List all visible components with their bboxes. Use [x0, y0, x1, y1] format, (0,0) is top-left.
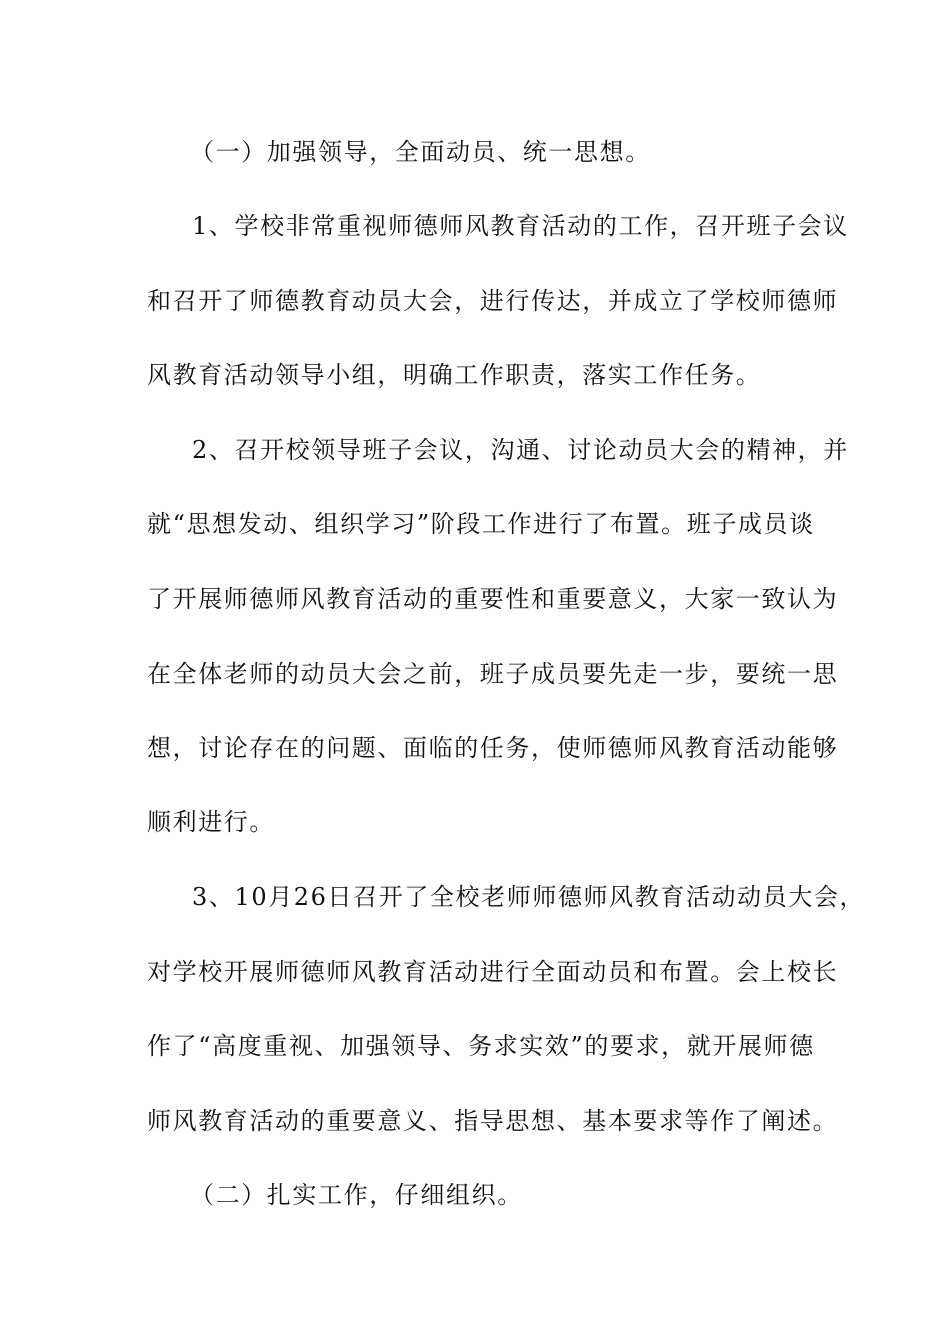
section-heading-2: （二）扎实工作，仔细组织。 [190, 1181, 523, 1209]
paragraph-1-line-3: 风教育活动领导小组，明确工作职责，落实工作任务。 [147, 361, 762, 389]
paragraph-3-line-1: 3、10月26日召开了全校老师师德师风教育活动动员大会， [192, 883, 866, 911]
paragraph-1-line-2: 和召开了师德教育动员大会，进行传达，并成立了学校师德师 [147, 287, 839, 315]
paragraph-2-line-6: 顺利进行。 [147, 808, 275, 836]
paragraph-3-line-2: 对学校开展师德师风教育活动进行全面动员和布置。会上校长 [147, 958, 839, 986]
paragraph-2-line-3: 了开展师德师风教育活动的重要性和重要意义，大家一致认为 [147, 585, 839, 613]
paragraph-3-line-3: 作了“高度重视、加强领导、务求实效”的要求，就开展师德 [147, 1032, 815, 1060]
paragraph-2-line-5: 想，讨论存在的问题、面临的任务，使师德师风教育活动能够 [147, 734, 839, 762]
paragraph-2-line-4: 在全体老师的动员大会之前，班子成员要先走一步，要统一思 [147, 660, 839, 688]
section-heading-1: （一）加强领导，全面动员、统一思想。 [190, 138, 651, 166]
paragraph-2-line-1: 2、召开校领导班子会议，沟通、讨论动员大会的精神，并 [192, 436, 849, 464]
paragraph-3-line-4: 师风教育活动的重要意义、指导思想、基本要求等作了阐述。 [147, 1107, 839, 1135]
paragraph-1-line-1: 1、学校非常重视师德师风教育活动的工作，召开班子会议 [192, 212, 849, 240]
paragraph-2-line-2: 就“思想发动、组织学习”阶段工作进行了布置。班子成员谈 [147, 510, 815, 538]
